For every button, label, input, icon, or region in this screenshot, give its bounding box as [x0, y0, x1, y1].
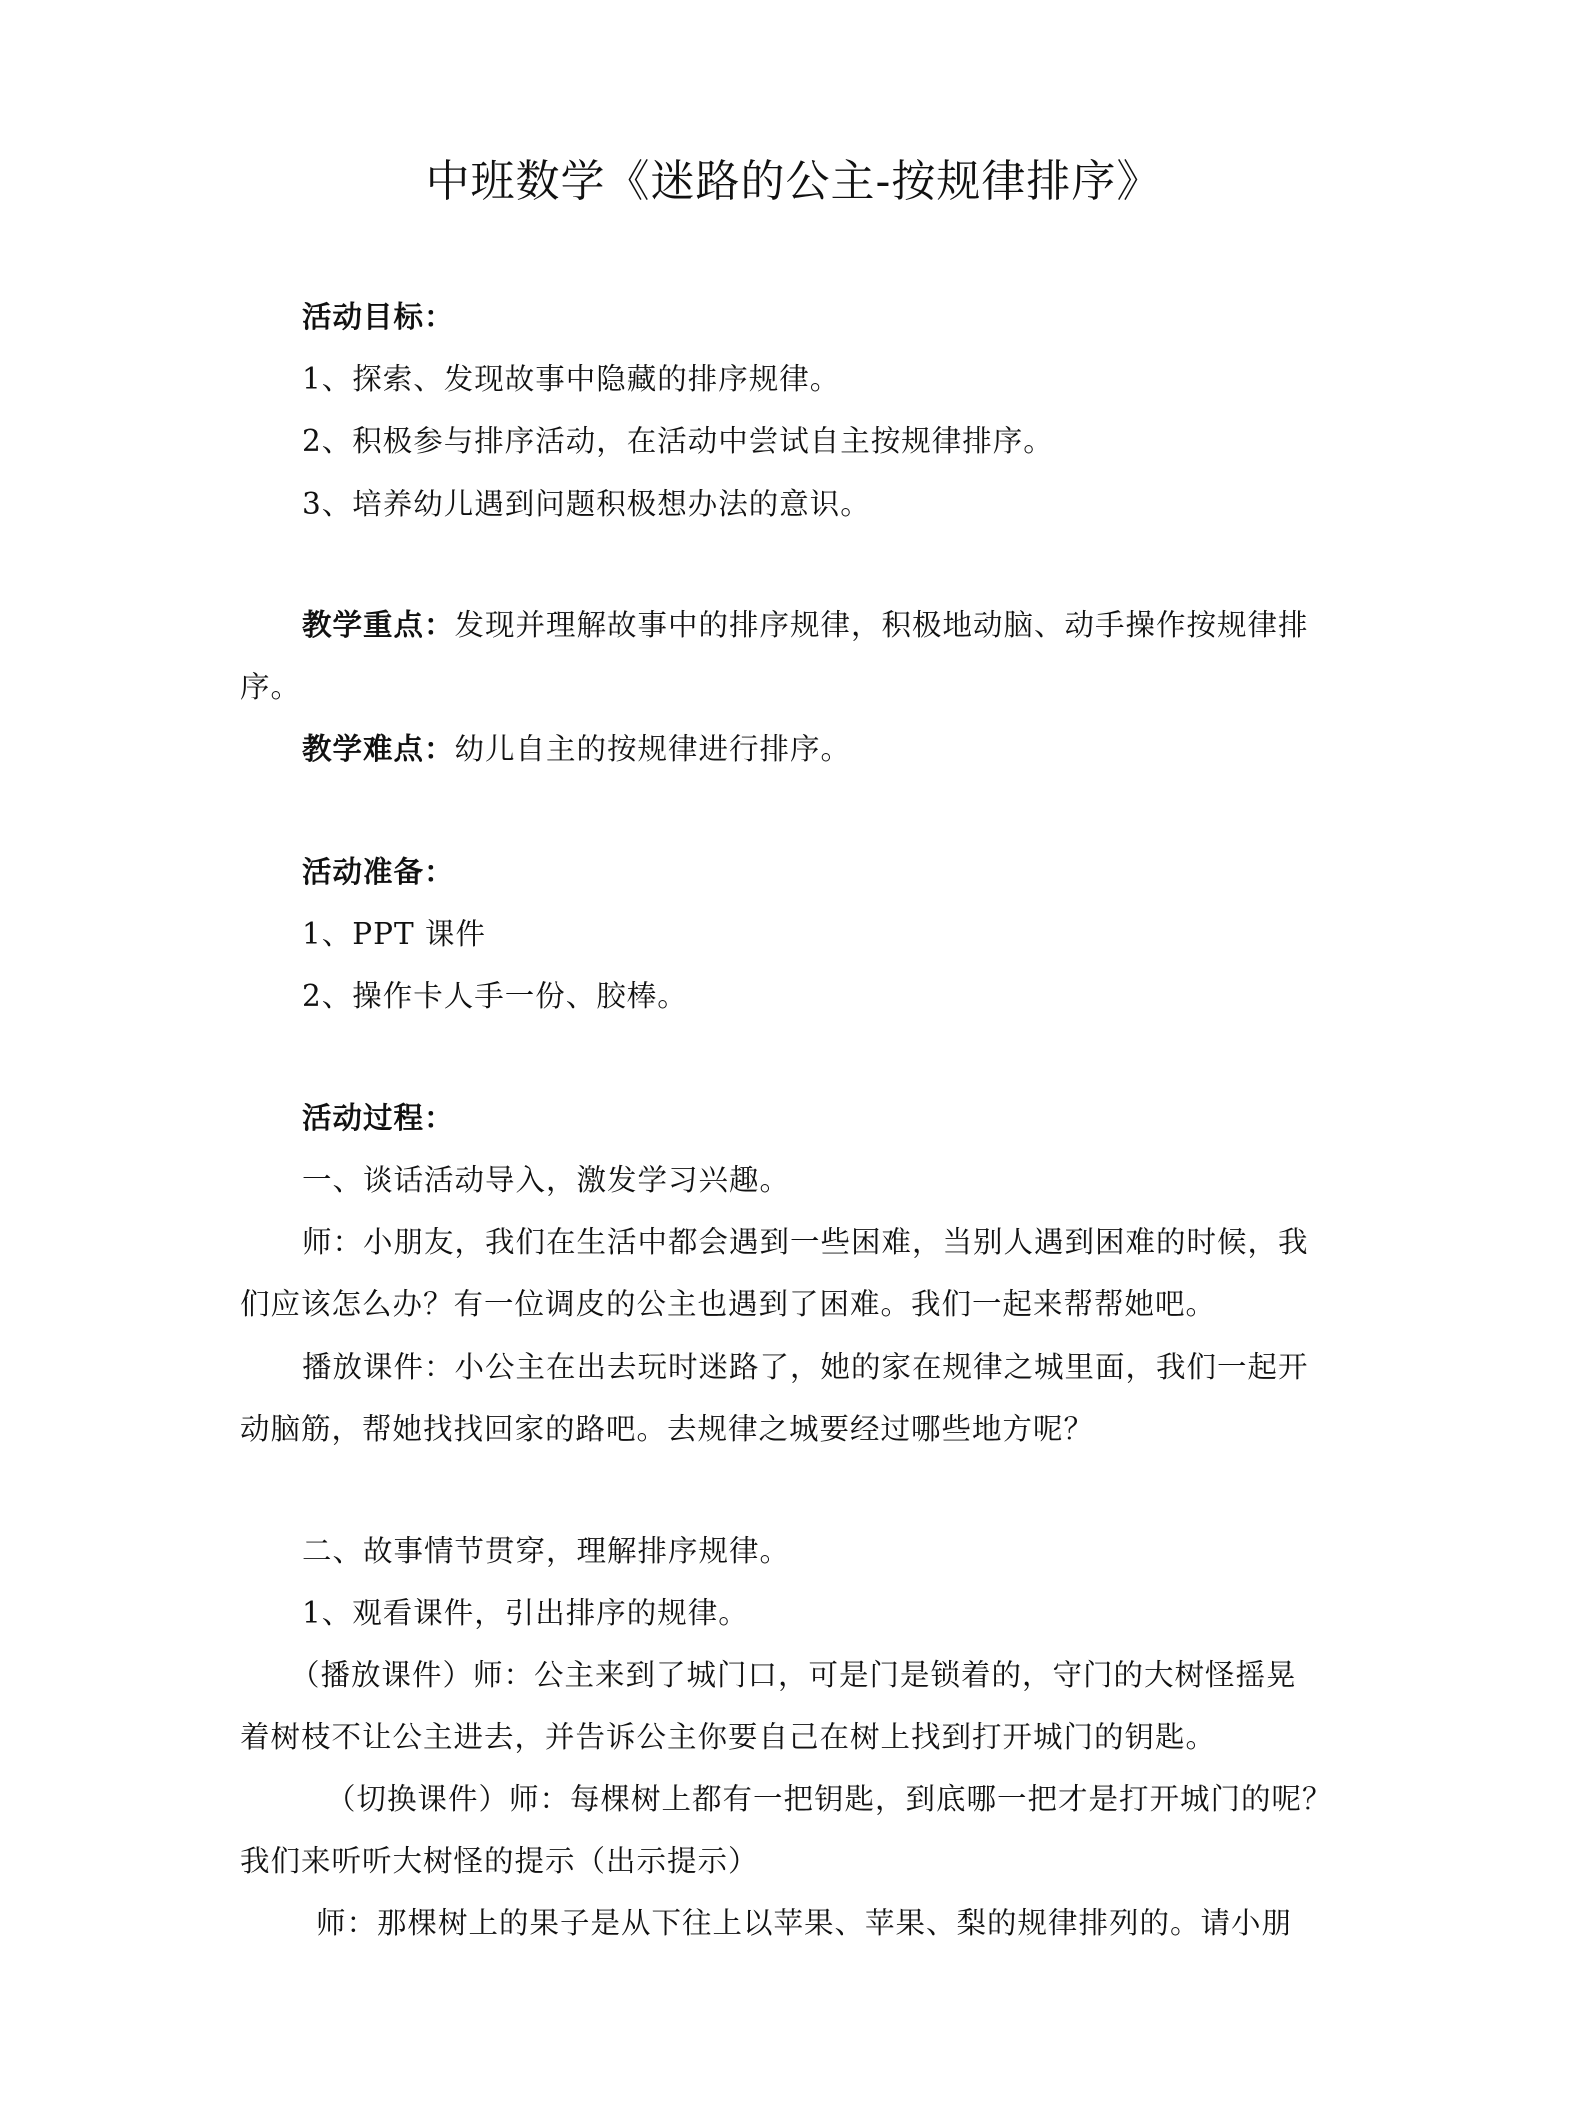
- difficulty-text: 幼儿自主的按规律进行排序。: [454, 732, 852, 766]
- document-title: 中班数学《迷路的公主-按规律排序》: [425, 156, 1162, 207]
- difficulty-paragraph: [302, 729, 1414, 769]
- section1-paragraph: 播放课件：小公主在出去玩时迷路了，她的家在规律之城里面，我们一起开: [302, 1350, 1309, 1384]
- preparation-heading: 活动准备：: [302, 854, 455, 889]
- section1-paragraph-cont: 动脑筋，帮她找找回家的路吧。去规律之城要经过哪些地方呢？: [240, 1412, 1095, 1446]
- goal-item: 2、积极参与排序活动，在活动中尝试自主按规律排序。: [302, 424, 1054, 458]
- goal-item: 3、培养幼儿遇到问题积极想办法的意识。: [302, 487, 871, 521]
- section2-paragraph: （切换课件）师：每棵树上都有一把钥匙，到底哪一把才是打开城门的呢？: [326, 1782, 1333, 1816]
- section2-title: 二、故事情节贯穿，理解排序规律。: [302, 1534, 791, 1568]
- section2-paragraph: 师：那棵树上的果子是从下往上以苹果、苹果、梨的规律排列的。请小朋: [316, 1906, 1293, 1940]
- section1-paragraph-cont: 们应该怎么办？有一位调皮的公主也遇到了困难。我们一起来帮帮她吧。: [240, 1287, 1217, 1321]
- goals-heading: 活动目标：: [302, 299, 455, 334]
- section2-paragraph: （播放课件）师：公主来到了城门口，可是门是锁着的，守门的大树怪摇晃: [290, 1658, 1297, 1692]
- section2-paragraph-cont: 着树枝不让公主进去，并告诉公主你要自己在树上找到打开城门的钥匙。: [240, 1720, 1217, 1754]
- key-point-text: 发现并理解故事中的排序规律，积极地动脑、动手操作按规律排: [454, 608, 1309, 642]
- difficulty-label: 教学难点：: [302, 731, 455, 766]
- key-point-paragraph: [302, 605, 1414, 645]
- goal-item: 1、探索、发现故事中隐藏的排序规律。: [302, 362, 841, 396]
- section2-paragraph-cont: 我们来听听大树怪的提示（出示提示）: [240, 1844, 759, 1878]
- process-heading: 活动过程：: [302, 1100, 455, 1135]
- section1-paragraph: 师：小朋友，我们在生活中都会遇到一些困难，当别人遇到困难的时候，我: [302, 1225, 1309, 1259]
- preparation-item: 1、PPT 课件: [302, 917, 487, 951]
- preparation-item: 2、操作卡人手一份、胶棒。: [302, 979, 688, 1013]
- key-point-label: 教学重点：: [302, 607, 455, 642]
- section1-title: 一、谈话活动导入，激发学习兴趣。: [302, 1163, 791, 1197]
- section2-subsection: 1、观看课件，引出排序的规律。: [302, 1596, 749, 1630]
- key-point-text-cont: 序。: [240, 670, 302, 704]
